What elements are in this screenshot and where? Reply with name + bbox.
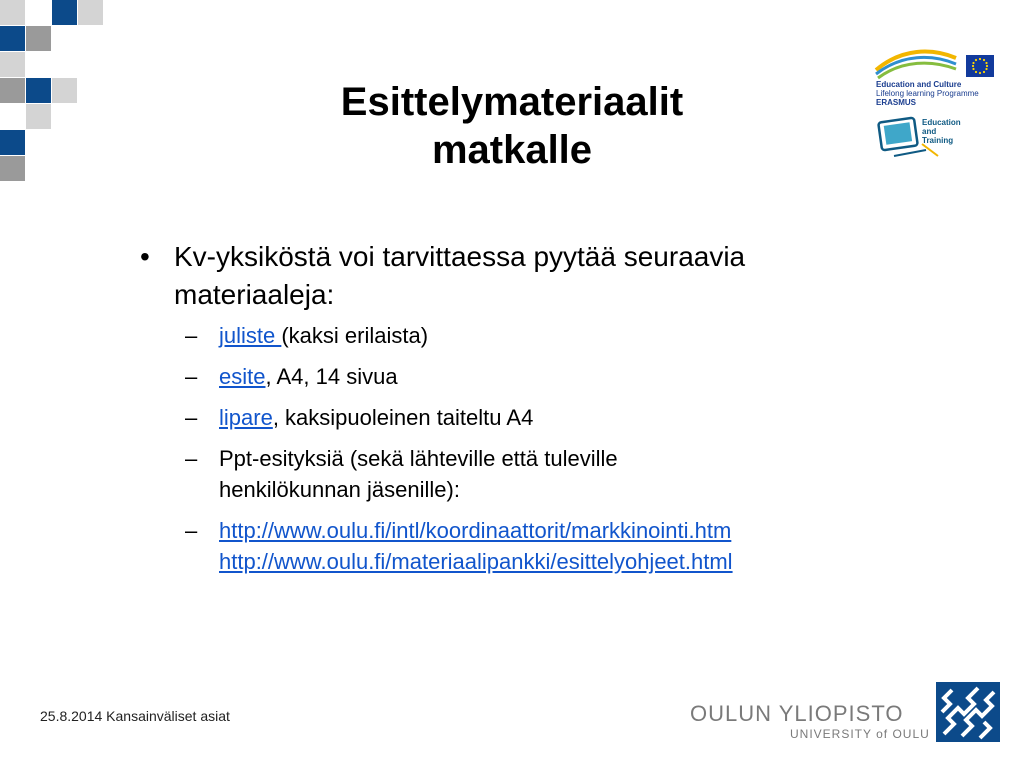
brochure-description: , A4, 14 sivua [265,364,398,389]
mosaic-square [52,0,77,25]
eu-logo-line: Education and Culture [876,80,962,89]
sub-item-poster [185,320,940,351]
bullet-text-line: Kv-yksiköstä voi tarvittaessa pyytää seuraavia [174,241,746,272]
footer-date-label: 25.8.2014 Kansainväliset asiat [40,708,230,724]
slide-body [140,238,940,587]
mosaic-square [0,130,25,155]
bullet-text-line: materiaaleja: [174,279,335,310]
eu-logo-line: Lifelong learning Programme [876,89,979,98]
et-logo-line: Training [922,136,954,145]
mosaic-square [78,0,103,25]
university-logo-icon [936,682,1000,742]
mosaic-square [52,78,77,103]
mosaic-square [0,156,25,181]
corner-mosaic-decoration [0,0,110,185]
url-link-marketing[interactable]: http://www.oulu.fi/intl/koordinaattorit/markkinointi.htm [219,518,732,543]
poster-link[interactable]: juliste [219,323,282,348]
dash-marker: – [185,518,198,543]
mosaic-square [0,52,25,77]
leaflet-link[interactable]: lipare [219,405,273,430]
bullet-dot: • [140,241,150,272]
poster-description: (kaksi erilaista) [281,323,429,348]
sub-item-ppt [185,443,940,505]
mosaic-square [0,26,25,51]
mosaic-square [26,78,51,103]
et-logo-line: and [922,127,937,136]
university-subtitle: UNIVERSITY of OULU [790,727,930,741]
ppt-text-line: Ppt-esityksiä (sekä lähteville että tuleville [219,446,618,471]
university-name: OULUN YLIOPISTO [690,701,904,726]
mosaic-square [0,0,25,25]
url-link-material-bank[interactable]: http://www.oulu.fi/materiaalipankki/esittelyohjeet.html [219,549,733,574]
ppt-text-line: henkilökunnan jäsenille): [219,477,460,502]
eu-logo-line: ERASMUS [876,98,917,107]
slide-title [250,78,774,174]
mosaic-square [0,78,25,103]
bullet-item [140,238,940,314]
eu-flag-icon [966,55,994,77]
dash-marker: – [185,323,198,348]
brochure-link[interactable]: esite [219,364,266,389]
mosaic-square [26,104,51,129]
sub-item-brochure [185,361,940,392]
et-logo-line: Education [922,118,961,127]
slide-title-line: matkalle [431,128,593,172]
dash-marker: – [185,364,198,389]
dash-marker: – [185,446,198,471]
sub-item-leaflet [185,402,940,433]
dash-marker: – [185,405,198,430]
sub-item-urls [185,515,940,577]
mosaic-square [26,26,51,51]
leaflet-description: , kaksipuoleinen taiteltu A4 [272,405,534,430]
slide-title-line: Esittelymateriaalit [340,80,684,124]
sub-list [185,320,940,577]
education-training-text [922,118,961,145]
education-culture-text [876,80,979,107]
